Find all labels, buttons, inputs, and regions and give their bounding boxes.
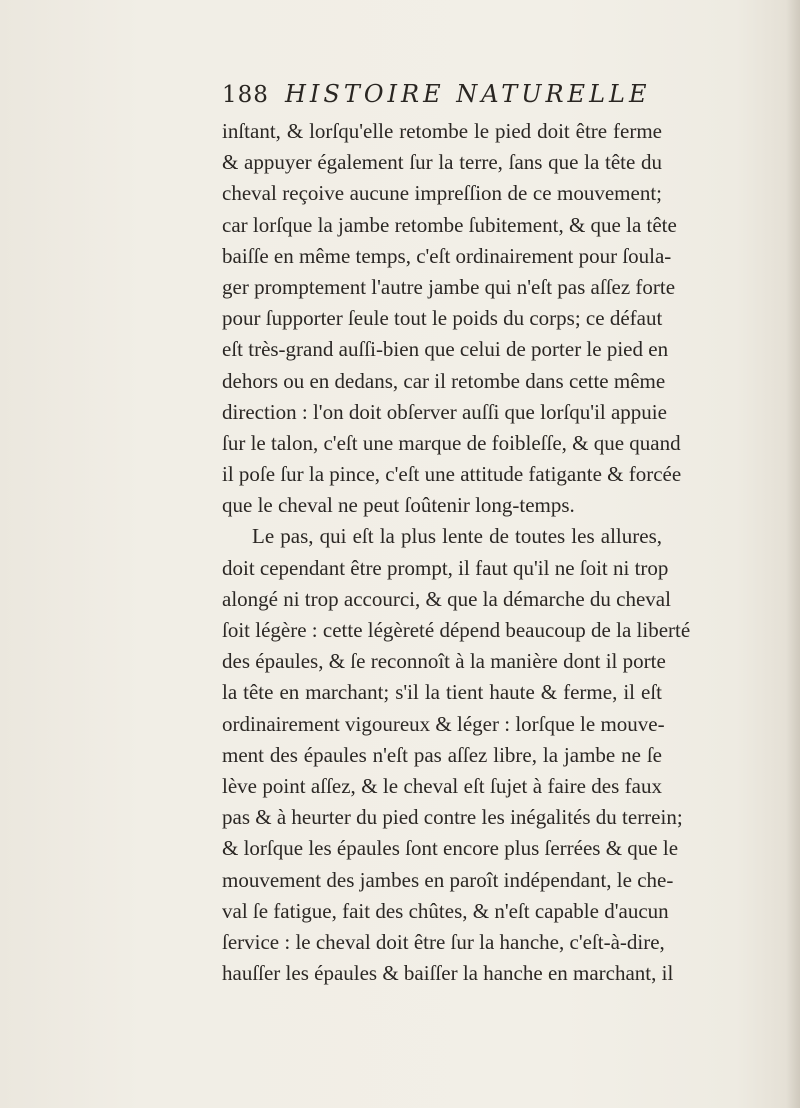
text-line: baiſſe en même temps, c'eſt ordinairement pour ſoula- [222, 243, 672, 268]
text-line: lève point aſſez, & le cheval eſt ſujet à faire des faux [222, 773, 662, 798]
text-line: direction : l'on doit obſerver auſſi que lorſqu'il appuie [222, 399, 667, 424]
text-line: ordinairement vigoureux & léger : lorſque le mouve- [222, 711, 665, 736]
paragraph-end-line: que le cheval ne peut ſoûtenir long-temps. [222, 493, 575, 518]
text-line: inſtant, & lorſqu'elle retombe le pied doit être ferme [222, 119, 662, 143]
text-line: pour ſupporter ſeule tout le poids du corps; ce défaut [222, 306, 663, 331]
running-header [222, 80, 651, 114]
text-line: il poſe ſur la pince, c'eſt une attitude fatigante & forcée [222, 462, 682, 487]
text-line: cheval reçoive aucune impreſſion de ce mouvement; [222, 181, 662, 206]
text-line: & appuyer également ſur la terre, ſans que la tête du [222, 150, 662, 175]
running-title: HISTOIRE NATURELLE [285, 80, 651, 108]
text-line: & lorſque les épaules ſont encore plus ſerrées & que le [222, 836, 679, 861]
text-line: des épaules, & ſe reconnoît à la manière dont il porte [222, 649, 666, 674]
text-line: doit cependant être prompt, il faut qu'il ne ſoit ni trop [222, 555, 669, 580]
page-number: 188 [222, 82, 269, 108]
text-line: la tête en marchant; s'il la tient haute & ferme, il eſt [222, 680, 662, 705]
text-line: val ſe fatigue, fait des chûtes, & n'eſt capable d'aucun [222, 898, 669, 923]
text-line: hauſſer les épaules & baiſſer la hanche en marchant, il [222, 961, 674, 986]
text-line: pas & à heurter du pied contre les inégalités du terrein; [222, 805, 683, 830]
text-line: ſoit légère : cette légèreté dépend beaucoup de la liberté [222, 618, 691, 642]
text-line: alongé ni trop accourci, & que la démarche du cheval [222, 586, 671, 611]
text-line: eſt très-grand auſſi-bien que celui de porter le pied en [222, 337, 669, 362]
paragraph-start-line: Le pas, qui eſt la plus lente de toutes les allures, [252, 524, 662, 549]
body-text [222, 116, 691, 989]
page-edge-shadow [786, 0, 800, 1108]
text-line: mouvement des jambes en paroît indépendant, le che- [222, 867, 674, 892]
text-line: ſervice : le cheval doit être ſur la hanche, c'eſt-à-dire, [222, 929, 665, 954]
text-line: ment des épaules n'eſt pas aſſez libre, la jambe ne ſe [222, 742, 662, 767]
text-line: dehors ou en dedans, car il retombe dans cette même [222, 368, 666, 393]
text-line: ſur le talon, c'eſt une marque de foibleſſe, & que quand [222, 430, 681, 455]
text-line: car lorſque la jambe retombe ſubitement, & que la tête [222, 212, 677, 237]
text-line: ger promptement l'autre jambe qui n'eſt pas aſſez forte [222, 274, 676, 299]
